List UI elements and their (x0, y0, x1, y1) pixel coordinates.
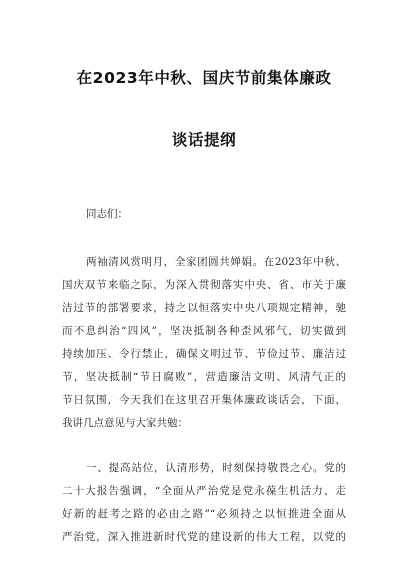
paragraph-1-line: 国庆双节来临之际，为深入贯彻落实中央、省、市关于廉 (62, 279, 346, 291)
paragraph-2-line: 二十大报告强调，“全面从严治党是党永葆生机活力、走 (62, 485, 346, 497)
paragraph-1-line: 两袖清风赏明月，全家团圆共婵娟。在2023年中秋、 (86, 256, 346, 268)
paragraph-1-line: 而不息纠治“四风”，坚决抵制各种歪风邪气，切实做到 (62, 325, 346, 337)
paragraph-2-line: 好新的赶考之路的必由之路”“必须持之以恒推进全面从 (62, 508, 346, 520)
paragraph-1-line: 洁过节的部署要求，持之以恒落实中央八项规定精神，驰 (62, 302, 346, 314)
paragraph-2-line: 一、提高站位，认清形势，时刻保持敬畏之心。党的 (86, 462, 346, 474)
paragraph-1-line: 节，坚决抵制“节日腐败”，营造廉洁文明、风清气正的 (62, 371, 346, 383)
document-title-line-2: 谈话提纲 (171, 131, 237, 149)
paragraph-1-line: 我讲几点意见与大家共勉： (62, 417, 188, 429)
paragraph-2-line: 严治党，深入推进新时代党的建设新的伟大工程，以党的 (62, 531, 346, 543)
document-title-line-1: 在2023年中秋、国庆节前集体廉政 (76, 69, 332, 87)
paragraph-1-line: 节日氛围，今天我们在这里召开集体廉政谈话会，下面， (62, 394, 346, 406)
paragraph-1-line: 持续加压、令行禁止，确保文明过节、节俭过节、廉洁过 (62, 348, 346, 360)
greeting: 同志们： (86, 208, 128, 220)
